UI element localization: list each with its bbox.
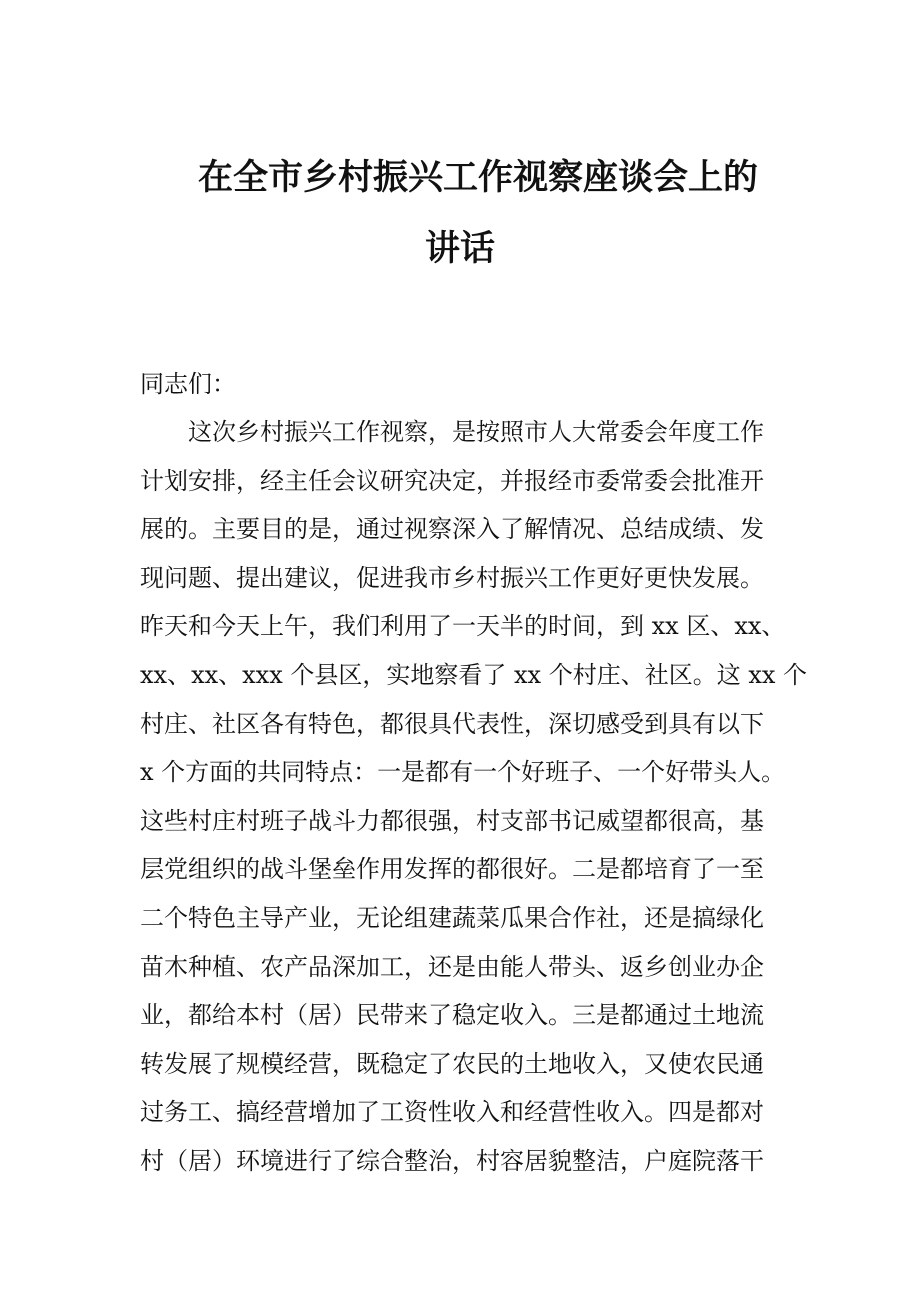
paragraph-line: 现问题、提出建议，促进我市乡村振兴工作更好更快发展。 — [140, 563, 764, 592]
paragraph-line: x 个方面的共同特点：一是都有一个好班子、一个好带头人。 — [140, 758, 786, 787]
paragraph-line: 村庄、社区各有特色，都很具代表性，深切感受到具有以下 — [140, 709, 764, 738]
salutation: 同志们： — [140, 370, 236, 398]
body-paragraph — [140, 412, 808, 1190]
paragraph-line: 展的。主要目的是，通过视察深入了解情况、总结成绩、发 — [140, 515, 764, 544]
paragraph-line: 这些村庄村班子战斗力都很强，村支部书记威望都很高，基 — [140, 806, 764, 835]
paragraph-line: 层党组织的战斗堡垒作用发挥的都很好。二是都培育了一至 — [140, 855, 764, 884]
document-title-line-2: 讲话 — [424, 229, 495, 269]
paragraph-line: 转发展了规模经营，既稳定了农民的土地收入，又使农民通 — [140, 1049, 764, 1078]
paragraph-line: 业，都给本村（居）民带来了稳定收入。三是都通过土地流 — [140, 1001, 764, 1030]
paragraph-line: 二个特色主导产业，无论组建蔬菜瓜果合作社，还是搞绿化 — [140, 903, 764, 932]
paragraph-line: 计划安排，经主任会议研究决定，并报经市委常委会批准开 — [140, 466, 764, 495]
paragraph-line: 昨天和今天上午，我们利用了一天半的时间，到 xx 区、xx、 — [140, 612, 786, 641]
paragraph-line: 这次乡村振兴工作视察，是按照市人大常委会年度工作 — [188, 418, 764, 446]
paragraph-line: 村（居）环境进行了综合整治，村容居貌整洁，户庭院落干 — [140, 1146, 764, 1175]
paragraph-line: xx、xx、xxx 个县区，实地察看了 xx 个村庄、社区。这 xx 个 — [140, 660, 808, 689]
paragraph-line: 过务工、搞经营增加了工资性收入和经营性收入。四是都对 — [140, 1098, 764, 1127]
document-title-line-1: 在全市乡村振兴工作视察座谈会上的 — [197, 158, 758, 198]
paragraph-line: 苗木种植、农产品深加工，还是由能人带头、返乡创业办企 — [140, 952, 764, 981]
